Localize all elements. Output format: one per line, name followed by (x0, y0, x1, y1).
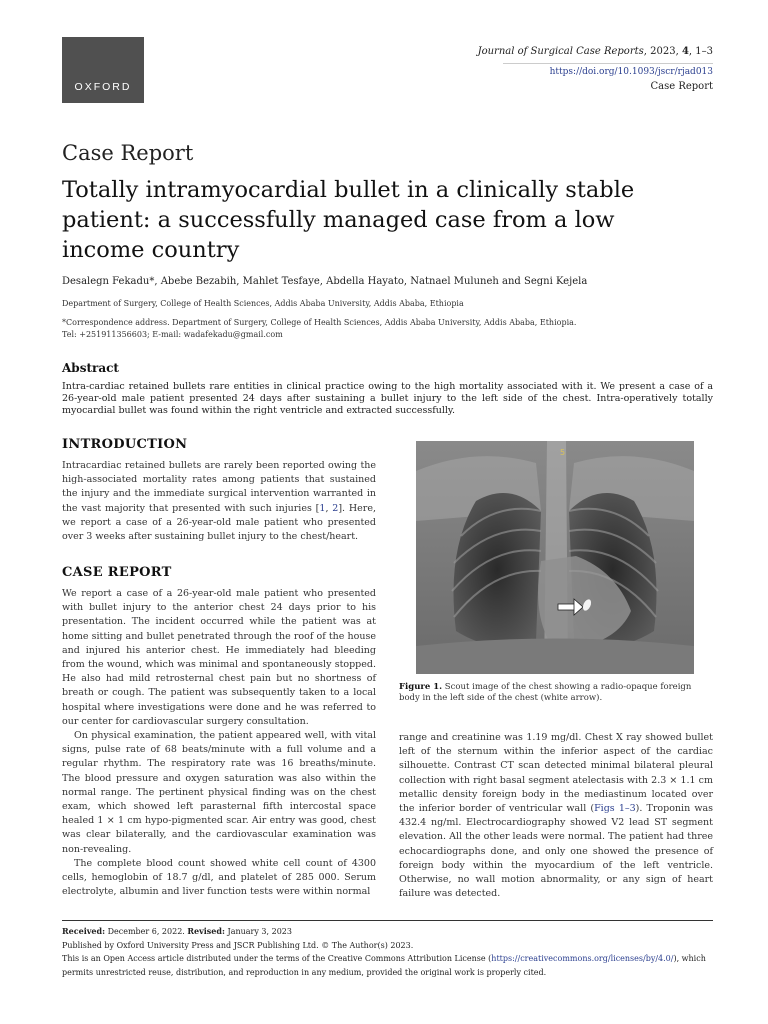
case-text-part: ). Troponin was 432.4 ng/ml. Electrocardiography showed V2 lead ST segment elevation. All the other leads were normal. The patient had three echocardiographs done, and only one showed the presence of foreign body within the myocardium of the left ventricle. Otherwise, no wall motion abnormality, or any sign of heart failure was detected. (399, 803, 713, 900)
case-paragraph-1: We report a case of a 26-year-old male patient who presented with bullet injury to the anterior chest 24 days prior to his presentation. The incident occurred while the patient was at home sitting and bullet penetrated through the roof of the house and injured his anterior chest. He immediately had bleeding from the wound, which was minimal and spontaneously stopped. He also had mild retrosternal chest pain but no shortness of breath or cough. The patient was subsequently taken to a local hospital where investigations were done and he was referred to our center for cardiovascular surgery consultation. (62, 588, 376, 727)
footer-divider (62, 920, 713, 921)
dates-line (62, 925, 713, 939)
revised-label: Revised: (187, 926, 225, 936)
figure-label: Figure 1. (399, 682, 443, 692)
article-type-label: Case Report (62, 141, 194, 165)
reference-link-2[interactable]: 2 (332, 502, 339, 514)
journal-pages: , 1–3 (688, 46, 713, 57)
article-title: Totally intramyocardial bullet in a clinically stable patient: a successfully managed case from a low income country (62, 177, 635, 263)
logo-text: OXFORD (74, 81, 132, 93)
doi-link[interactable]: https://doi.org/10.1093/jscr/rjad013 (549, 67, 713, 77)
header-divider (503, 63, 713, 64)
abstract-heading: Abstract (62, 361, 119, 375)
license-text-part: This is an Open Access article distributed under the terms of the Creative Commons Attribution License ( (62, 954, 492, 963)
license-link[interactable]: https://creativecommons.org/licenses/by/4.0/ (491, 954, 674, 963)
case-paragraph-3: The complete blood count showed white cell count of 4300 cells, hemoglobin of 18.7 g/dl, and platelet of 285 000. Serum electrolyte, albumin and liver function tests were within normal (62, 857, 376, 898)
introduction-text-part: Intracardiac retained bullets are rarely been reported owing the high-associated mortality rates among patients that sustained the injury and the immediate surgical intervention warranted in the vast majority that presented with such injuries [ (62, 460, 376, 514)
publisher-line: Published by Oxford University Press and JSCR Publishing Ltd. © The Author(s) 2023. (62, 940, 414, 950)
figure-caption-text: Scout image of the chest showing a radio-opaque foreign body in the left side of the chest (white arrow). (399, 682, 692, 703)
affiliation: Department of Surgery, College of Health Sciences, Addis Ababa University, Addis Ababa, Ethiopia (62, 299, 464, 308)
case-report-body (62, 587, 376, 899)
correspondence-contact: Tel: +251911356603; E-mail: wadafekadu@gmail.com (62, 330, 283, 339)
figure-1-chest-xray[interactable] (416, 441, 694, 674)
journal-year: , 2023, (643, 46, 682, 57)
license-line (62, 952, 713, 979)
license-text-part: ), which permits unrestricted reuse, distribution, and reproduction in any medium, provided the original work is properly cited. (62, 954, 706, 977)
journal-citation (478, 46, 713, 57)
arrow-shaft (558, 604, 576, 610)
author-list: Desalegn Fekadu*, Abebe Bezabih, Mahlet Tesfaye, Abdella Hayato, Natnael Muluneh and Segni Kejela (62, 276, 588, 287)
received-label: Received: (62, 926, 106, 936)
image-marker: 5 (560, 448, 566, 457)
case-paragraph-2: On physical examination, the patient appeared well, with vital signs, pulse rate of 68 beats/minute with a full volume and a regular rhythm. The respiratory rate was 16 breaths/minute. The blood pressure and oxygen saturation was also within the normal range. The pertinent physical finding was on the chest exam, which showed left parasternal fifth intercostal space healed 1 × 1 cm hypo-pigmented scar. Air entry was good, chest was clear bilaterally, and the cardiovascular examination was non-revealing. (62, 730, 376, 855)
figures-link[interactable]: Figs 1–3 (594, 803, 636, 815)
introduction-heading: INTRODUCTION (62, 437, 188, 452)
figure-caption (399, 682, 713, 704)
journal-volume: 4 (681, 46, 689, 57)
revised-date: January 3, 2023 (224, 927, 292, 936)
journal-name: Journal of Surgical Case Reports (477, 46, 644, 57)
oxford-logo[interactable] (62, 37, 144, 103)
abstract-text: Intra-cardiac retained bullets rare entities in clinical practice owing to the high mortality associated with it. We present a case of a 26-year-old male patient presented 24 days after sustaining a bullet injury to the left side of the chest. Intra-operatively totally myocardial bullet was found within the right ventricle and extracted successfully. (62, 381, 713, 416)
case-paragraph-4 (399, 731, 713, 901)
correspondence-address: *Correspondence address. Department of Surgery, College of Health Sciences, Addis Ababa University, Addis Ababa, Ethiopia. (62, 318, 577, 327)
correspondence (62, 317, 662, 341)
xray-image (416, 441, 694, 674)
reference-separator: , (325, 502, 333, 514)
introduction-text-part: ]. Here, we report a case of a 26-year-old male patient who presented over 3 weeks after sustaining bullet injury to the chest/heart. (62, 502, 376, 543)
introduction-paragraph (62, 459, 376, 544)
case-report-heading: CASE REPORT (62, 565, 172, 580)
received-date: December 6, 2022. (105, 927, 188, 936)
header-article-type: Case Report (650, 81, 713, 92)
reference-link-1[interactable]: 1 (319, 502, 326, 514)
footer (62, 925, 713, 979)
case-text-part: range and creatinine was 1.19 mg/dl. Chest X ray showed bullet left of the sternum within the inferior aspect of the cardiac silhouette. Contrast CT scan detected minimal bilateral pleural collection with right basal segment atelectasis with 2.3 × 1.1 cm metallic density foreign body in the mediastinum located over the inferior border of ventricular wall ( (399, 732, 713, 815)
